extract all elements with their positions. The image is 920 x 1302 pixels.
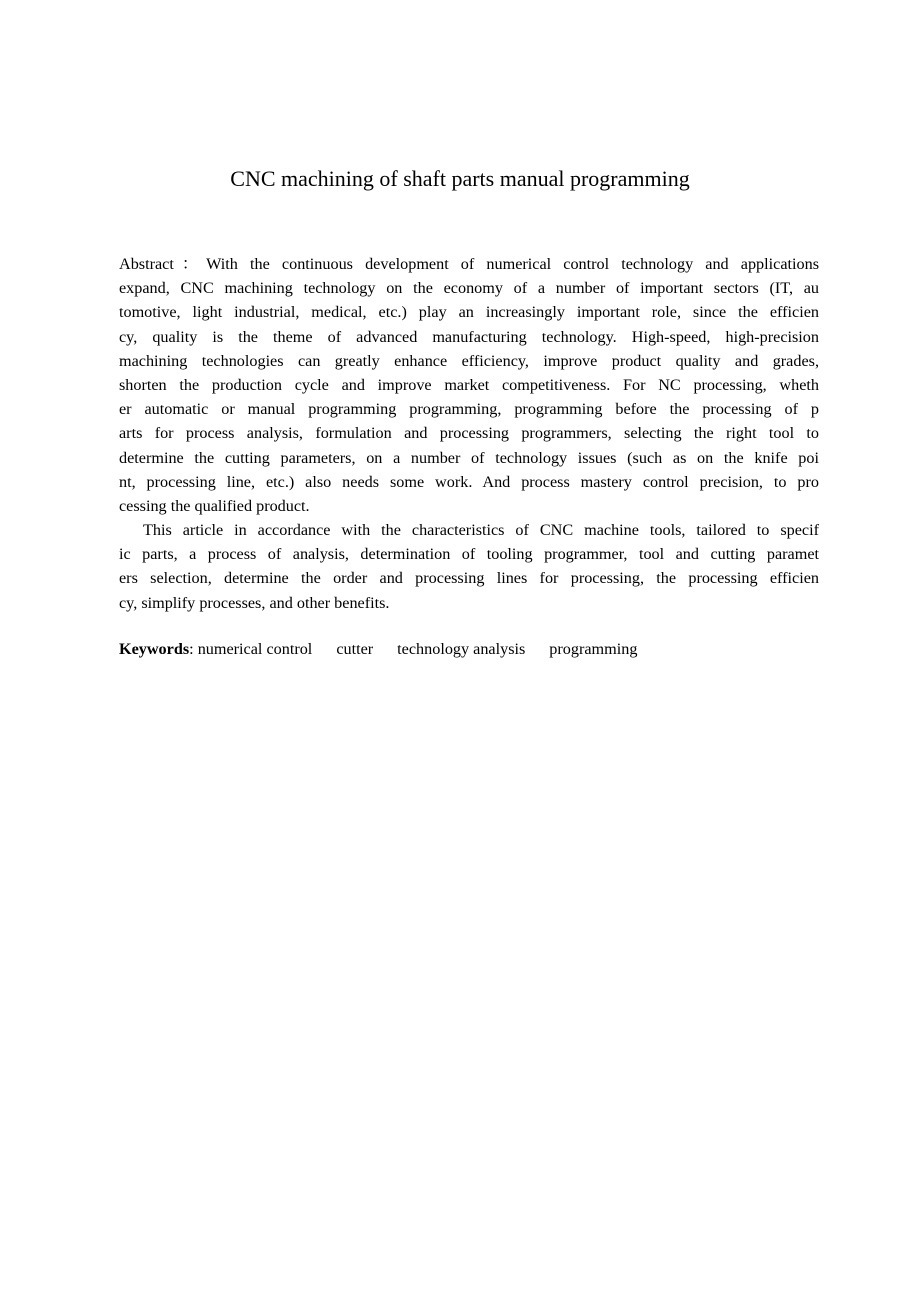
document-title: CNC machining of shaft parts manual programming [230,166,690,191]
abstract-line: cy, simplify processes, and other benefits. [119,593,390,612]
keyword: programming [549,640,638,658]
abstract-paragraph-1 [119,252,819,518]
keywords-label: Keywords [119,640,190,658]
abstract-line: Abstract：With the continuous development of numerical control technology and applications [119,255,819,273]
abstract-line: determine the cutting parameters, on a number of technology issues (such as on the knife poi [119,448,819,467]
abstract-line: expand, CNC machining technology on the economy of a number of important sectors (IT, au [119,279,819,298]
abstract-line: machining technologies can greatly enhance efficiency, improve product quality and grades, [119,351,819,370]
abstract-paragraph-2 [119,518,819,615]
abstract-line: er automatic or manual programming programming, programming before the processing of p [119,400,819,419]
abstract-line: ic parts, a process of analysis, determination of tooling programmer, tool and cutting paramet [119,545,819,564]
abstract [119,252,819,615]
abstract-line: ers selection, determine the order and processing lines for processing, the processing efficien [119,569,819,588]
keyword: numerical control [197,640,313,658]
abstract-line: This article in accordance with the characteristics of CNC machine tools, tailored to specif [143,521,819,540]
keywords-line [119,637,661,661]
abstract-line: cessing the qualified product. [119,496,310,515]
keywords-separator: : [189,640,198,658]
abstract-line: arts for process analysis, formulation and processing programmers, selecting the right tool to [119,424,819,443]
abstract-line: tomotive, light industrial, medical, etc.) play an increasingly important role, since the efficien [119,303,819,322]
keyword: cutter [336,640,374,658]
abstract-line: cy, quality is the theme of advanced manufacturing technology. High-speed, high-precision [119,327,819,346]
abstract-line: shorten the production cycle and improve market competitiveness. For NC processing, wheth [119,375,819,394]
keyword: technology analysis [397,640,526,658]
abstract-line: nt, processing line, etc.) also needs some work. And process mastery control precision, to pro [119,472,819,491]
